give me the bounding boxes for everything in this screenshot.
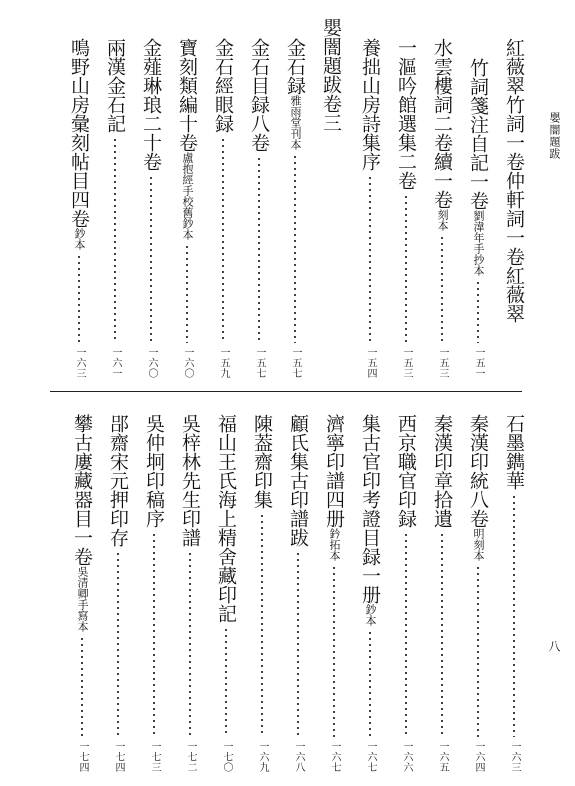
entry-title: 竹詞箋注自記一卷	[467, 58, 489, 210]
entry-title: 石墨鐫華	[503, 414, 525, 490]
entry-page: 一七二	[185, 740, 196, 772]
leader-dots	[394, 532, 418, 737]
toc-entry	[283, 38, 307, 378]
chapter-heading	[319, 18, 343, 378]
leader-dots	[430, 235, 454, 343]
leader-dots	[142, 532, 166, 737]
toc-entry	[103, 38, 127, 378]
entry-title: 一漚吟館選集二卷	[395, 38, 417, 190]
leader-dots	[214, 627, 238, 737]
leader-dots	[70, 636, 94, 737]
leader-dots	[502, 494, 526, 737]
leader-dots	[106, 551, 130, 737]
toc-entry	[175, 38, 199, 378]
entry-title: 紅薇翠竹詞一卷仲軒詞一卷紅薇翠	[503, 38, 525, 323]
entry-note: 刻本	[436, 209, 449, 231]
leader-dots	[250, 513, 274, 737]
leader-dots	[178, 551, 202, 737]
entry-page: 一五七	[290, 346, 301, 378]
entry-page: 一六六	[401, 740, 412, 772]
leader-dots	[175, 244, 199, 343]
entry-page: 一五四	[365, 346, 376, 378]
entry-title: 鳴野山房彙刻帖目四卷	[68, 38, 90, 228]
entry-page: 一六一	[110, 346, 121, 378]
toc-entry	[394, 414, 418, 772]
entry-page: 一五三	[437, 346, 448, 378]
section-divider	[50, 391, 522, 392]
leader-dots	[430, 532, 454, 737]
entry-title: 集古官印考證目録一册	[359, 414, 381, 604]
entry-page: 一七四	[113, 740, 124, 772]
toc-entry	[502, 414, 526, 772]
leader-dots	[139, 175, 163, 343]
entry-note: 劉湋年手抄本	[472, 210, 485, 276]
entry-title: 金薤琳琅二十卷	[140, 38, 162, 171]
entry-note: 鈐拓本	[328, 528, 341, 561]
entry-note: 鈔本	[364, 604, 377, 626]
entry-page: 一六三	[509, 740, 520, 772]
entry-page: 一六七	[329, 740, 340, 772]
entry-page: 一五三	[401, 346, 412, 378]
entry-page: 一五七	[254, 346, 265, 378]
entry-title: 吳梓林先生印譜	[179, 414, 201, 547]
entry-title: 金石録	[284, 38, 306, 95]
entry-page: 一六五	[437, 740, 448, 772]
entry-note: 雅雨堂刊本	[289, 95, 302, 150]
entry-page: 一六〇	[146, 346, 157, 378]
toc-entry	[322, 414, 346, 772]
entry-page: 一六八	[293, 740, 304, 772]
leader-dots	[394, 194, 418, 343]
toc-entry	[358, 414, 382, 772]
entry-title: 濟寧印譜四册	[323, 414, 345, 528]
entry-title: 福山王氏海上精舍藏印記	[215, 414, 237, 623]
toc-entry	[430, 38, 454, 378]
toc-entry	[67, 38, 91, 378]
toc-entry	[70, 414, 94, 772]
toc-entry	[394, 38, 418, 378]
toc-entry	[178, 414, 202, 772]
toc-entry	[502, 38, 526, 378]
leader-dots	[103, 137, 127, 343]
entry-title: 秦漢印統八卷	[467, 414, 489, 528]
toc-entry	[142, 414, 166, 772]
toc-entry	[250, 414, 274, 772]
toc-entry	[106, 414, 130, 772]
toc-entry	[211, 38, 235, 378]
entry-title: 吳仲坰印稿序	[143, 414, 165, 528]
leader-dots	[358, 175, 382, 343]
leader-dots	[358, 630, 382, 737]
leader-dots	[283, 154, 307, 343]
leader-dots	[67, 254, 91, 343]
entry-note: 鈔本	[73, 228, 86, 250]
entry-title: 兩漢金石記	[104, 38, 126, 133]
entry-note: 盧抱經手校舊鈔本	[181, 152, 194, 240]
entry-title: 養拙山房詩集序	[359, 38, 381, 171]
entry-title: 寶刻類編十卷	[176, 38, 198, 152]
leader-dots	[286, 551, 310, 737]
entry-title: 陳葢齋印集	[251, 414, 273, 509]
entry-page: 一六三	[74, 346, 85, 378]
toc-entry	[358, 38, 382, 378]
entry-title: 顧氏集古印譜跋	[287, 414, 309, 547]
toc-entry	[214, 414, 238, 772]
entry-title: 攀古廔藏器目一卷	[71, 414, 93, 566]
entry-note: 吳清卿手寫本	[76, 566, 89, 632]
leader-dots	[466, 280, 490, 343]
running-head: 嬰闇題跋	[548, 112, 561, 160]
leader-dots	[466, 565, 490, 737]
entry-title: 西京職官印録	[395, 414, 417, 528]
entry-page: 一六九	[257, 740, 268, 772]
entry-title: 金石經眼録	[212, 38, 234, 133]
entry-page: 一七四	[77, 740, 88, 772]
entry-page: 一六四	[473, 740, 484, 772]
entry-page: 一五一	[473, 346, 484, 378]
toc-entry	[139, 38, 163, 378]
entry-page: 一六七	[365, 740, 376, 772]
toc-entry	[286, 414, 310, 772]
toc-entry	[430, 414, 454, 772]
chapter-title: 嬰闇題跋卷三	[320, 18, 342, 132]
entry-page: 一五九	[218, 346, 229, 378]
toc-entry	[466, 58, 490, 378]
entry-page: 一六〇	[182, 346, 193, 378]
page-number: 八	[547, 640, 561, 652]
entry-page: 一七〇	[221, 740, 232, 772]
entry-title: 郘齋宋元押印存	[107, 414, 129, 547]
entry-title: 水雲樓詞二卷續一卷	[431, 38, 453, 209]
entry-title: 金石目録八卷	[248, 38, 270, 152]
leader-dots	[247, 156, 271, 343]
toc-entry	[466, 414, 490, 772]
entry-note: 明刻本	[472, 528, 485, 561]
leader-dots	[322, 565, 346, 737]
entry-title: 秦漢印章拾遺	[431, 414, 453, 528]
leader-dots	[211, 137, 235, 343]
entry-page: 一七三	[149, 740, 160, 772]
toc-entry	[247, 38, 271, 378]
